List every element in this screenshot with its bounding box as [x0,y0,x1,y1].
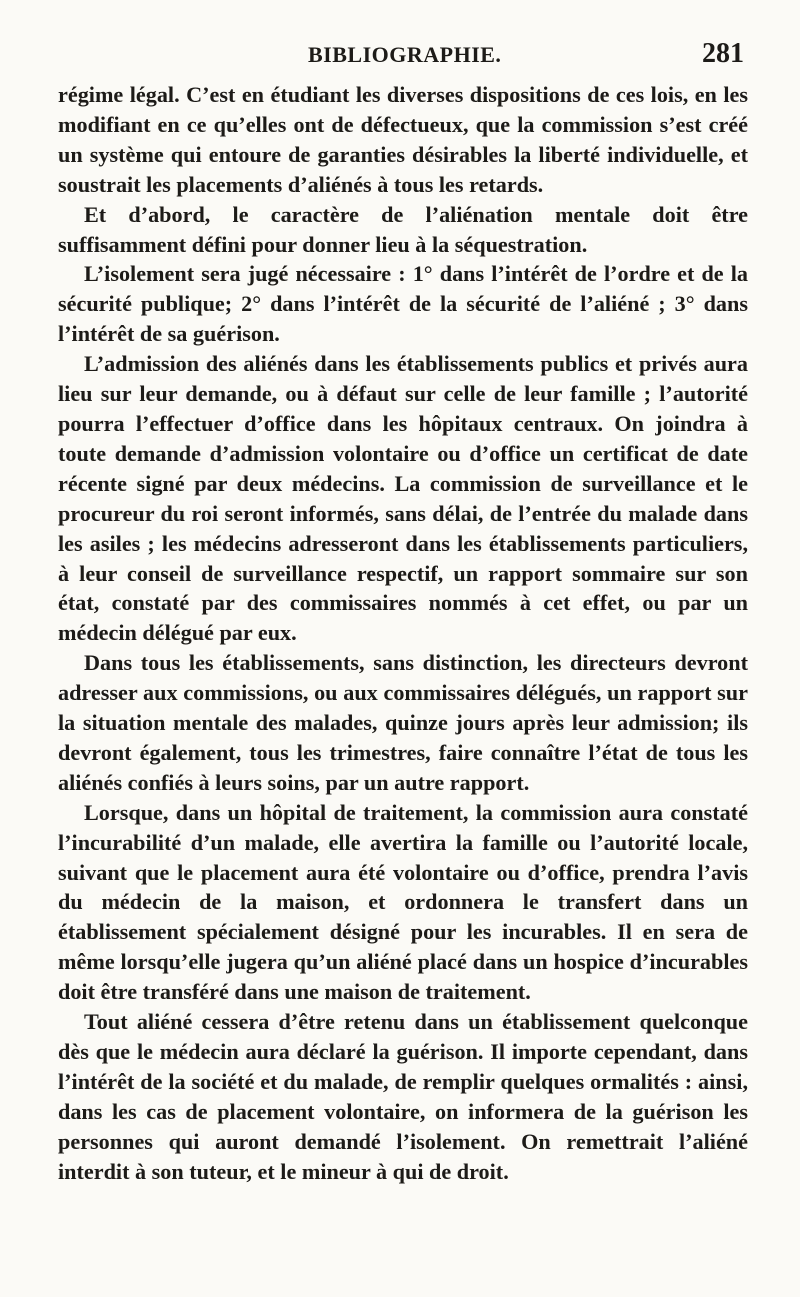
page-body [58,80,748,1187]
page-number: 281 [702,38,744,69]
paragraph-1: régime légal. C’est en étudiant les diverses dispositions de ces lois, en les modifiant en ce qu’elles ont de défectueux, que la commission s’est créé un système qui entoure de garanties désirables la liberté individuelle, et soustrait les placements d’aliénés à tous les retards. [58,82,748,197]
running-title: BIBLIOGRAPHIE. [308,42,502,67]
paragraph-3: L’isolement sera jugé nécessaire : 1° dans l’intérêt de l’ordre et de la sécurité publique; 2° dans l’intérêt de la sécurité de l’aliéné ; 3° dans l’intérêt de sa guérison. [58,261,748,347]
paragraph-2: Et d’abord, le caractère de l’aliénation mentale doit être suffisamment défini pour donner lieu à la séquestration. [58,201,748,257]
paragraph-7: Tout aliéné cessera d’être retenu dans un établissement quelconque dès que le médecin aura déclaré la guérison. Il importe cependant, dans l’intérêt de la société et du malade, de remplir quelques ormalités : ainsi, dans les cas de placement volontaire, on informera de la guérison les personnes qui auront demandé l’isolement. On remettrait l’aliéné interdit à son tuteur, et le mineur à qui de droit. [58,1009,748,1184]
page-header [58,38,746,72]
paragraph-6: Lorsque, dans un hôpital de traitement, la commission aura constaté l’incurabilité d’un malade, elle avertira la famille ou l’autorité locale, suivant que le placement aura été volontaire ou d’office, prendra l’avis du médecin de la maison, et ordonnera le transfert dans un établissement spécialement désigné pour les incurables. Il en sera de même lorsqu’elle jugera qu’un aliéné placé dans un hospice d’incurables doit être transféré dans une maison de traitement. [58,799,748,1005]
paragraph-5: Dans tous les établissements, sans distinction, les directeurs devront adresser aux commissions, ou aux commissaires délégués, un rapport sur la situation mentale des malades, quinze jours après leur admission; ils devront également, tous les trimestres, faire connaître l’état de tous les aliénés confiés à leurs soins, par un autre rapport. [58,650,748,795]
paragraph-4: L’admission des aliénés dans les établissements publics et privés aura lieu sur leur demande, ou à défaut sur celle de leur famille ; l’autorité pourra l’effectuer d’office dans les hôpitaux centraux. On joindra à toute demande d’admission volontaire ou d’office un certificat de date récente signé par deux médecins. La commission de surveillance et le procureur du roi seront informés, sans délai, de l’entrée du malade dans les asiles ; les médecins adresseront dans les établissements particuliers, à leur conseil de surveillance respectif, un rapport sommaire sur son état, constaté par des commissaires nommés à cet effet, ou par un médecin délégué par eux. [58,351,748,646]
